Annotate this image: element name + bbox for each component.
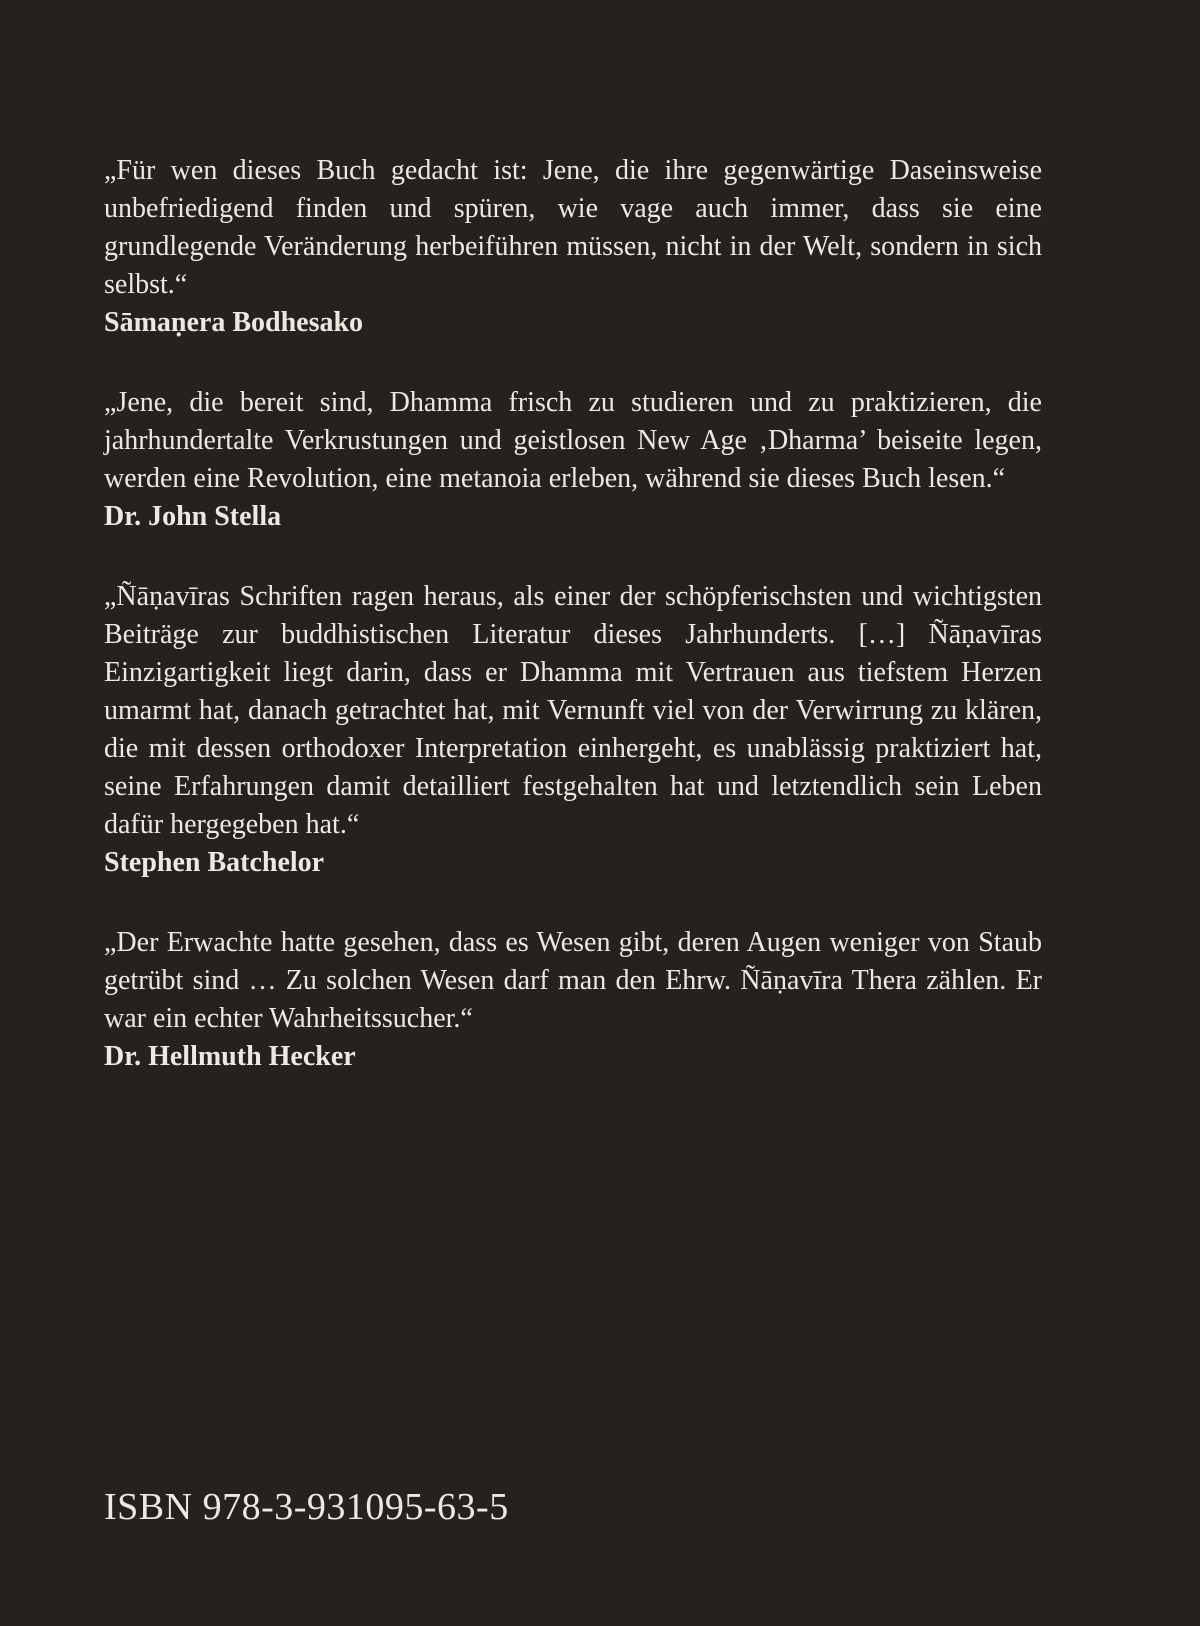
blurb-quote: „Für wen dieses Buch gedacht ist: Jene, die ihre gegenwärtige Daseinsweise unbefriedigend finden und spüren, wie vage auch immer, dass sie eine grundlegende Veränderung herbeiführen müssen, nicht in der Welt, sondern in sich selbst.“ bbox=[104, 155, 1042, 300]
blurb-author: Sāmaṇera Bodhesako bbox=[104, 307, 364, 338]
blurb-quote: „Ñāṇavīras Schriften ragen heraus, als einer der schöpferischsten und wichtigsten Beiträge zur buddhistischen Literatur dieses Jahrhunderts. […] Ñāṇavīras Einzigartigkeit liegt darin, dass er Dhamma mit Vertrauen aus tiefstem Herzen umarmt hat, danach getrachtet hat, mit Vernunft viel von der Verwirrung zu klären, die mit dessen orthodoxer Interpretation einhergeht, es unablässig praktiziert hat, seine Erfahrungen damit detailliert festgehalten hat und letztendlich sein Leben dafür hergegeben hat.“ bbox=[104, 581, 1042, 840]
blurb-quote: „Jene, die bereit sind, Dhamma frisch zu studieren und zu praktizieren, die jahrhundertalte Verkrustungen und geistlosen New Age ‚Dharma’ beiseite legen, werden eine Revolution, eine metanoia erleben, während sie dieses Buch lesen.“ bbox=[104, 387, 1042, 494]
blurb-hecker bbox=[104, 924, 1042, 1076]
blurb-batchelor bbox=[104, 578, 1042, 882]
isbn-number: ISBN 978-3-931095-63-5 bbox=[104, 1486, 509, 1528]
back-cover-blurbs bbox=[104, 152, 1042, 1118]
blurb-author: Dr. John Stella bbox=[104, 501, 282, 532]
blurb-stella bbox=[104, 384, 1042, 536]
blurb-bodhesako bbox=[104, 152, 1042, 342]
blurb-quote: „Der Erwachte hatte gesehen, dass es Wesen gibt, deren Augen weniger von Staub getrübt sind … Zu solchen Wesen darf man den Ehrw. Ñāṇavīra Thera zählen. Er war ein echter Wahrheitssucher.“ bbox=[104, 927, 1042, 1034]
blurb-author: Dr. Hellmuth Hecker bbox=[104, 1041, 356, 1072]
blurb-author: Stephen Batchelor bbox=[104, 847, 325, 878]
